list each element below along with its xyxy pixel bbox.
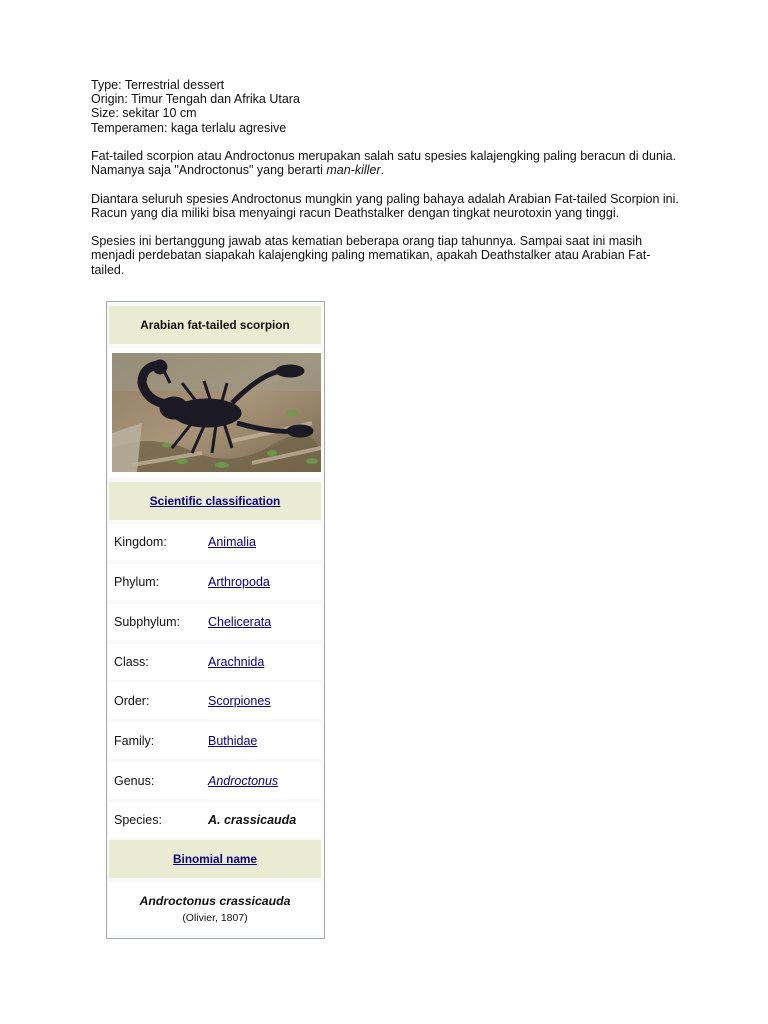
taxon-row-family [109, 723, 321, 759]
taxobox-title: Arabian fat-tailed scorpion [109, 306, 321, 344]
taxon-link-arachnida[interactable]: Arachnida [208, 655, 265, 669]
scientific-classification-link[interactable]: Scientific classification [149, 494, 281, 508]
taxon-rank: Kingdom: [114, 535, 167, 549]
binomial-name-header [109, 840, 321, 878]
paragraph-intro-end: . [380, 163, 385, 178]
paragraph-intro [91, 149, 681, 177]
taxon-row-class [109, 644, 321, 680]
species-name: A. crassicauda [208, 813, 297, 827]
scorpion-image [112, 353, 321, 472]
taxon-row-kingdom [109, 524, 321, 560]
binomial-authority: (Olivier, 1807) [182, 912, 248, 924]
taxon-row-phylum [109, 564, 321, 600]
taxon-rank: Phylum: [114, 575, 160, 589]
article-text [91, 78, 681, 291]
taxon-rank: Order: [114, 694, 150, 708]
taxon-rank: Class: [114, 655, 149, 669]
binomial-name-link[interactable]: Binomial name [173, 852, 257, 866]
scientific-classification-header [109, 482, 321, 520]
taxon-link-buthidae[interactable]: Buthidae [208, 734, 258, 748]
man-killer-term: man-killer [326, 163, 381, 178]
taxon-link-arthropoda[interactable]: Arthropoda [208, 575, 270, 589]
binomial-name: Androctonus crassicauda [139, 894, 291, 908]
taxon-link-scorpiones[interactable]: Scorpiones [208, 694, 271, 708]
taxon-link-animalia[interactable]: Animalia [208, 535, 256, 549]
meta-size: Size: sekitar 10 cm [91, 106, 197, 121]
taxon-row-genus [109, 763, 321, 799]
taxobox [106, 301, 325, 939]
taxon-rank: Genus: [114, 774, 155, 788]
meta-origin: Origin: Timur Tengah dan Afrika Utara [91, 92, 300, 107]
paragraph-deaths: Spesies ini bertanggung jawab atas kematian beberapa orang tiap tahunnya. Sampai saat ini masih menjadi perdebatan siapakah kalajengking paling mematikan, apakah Deathstalker atau Arabian Fat-tailed. [91, 234, 651, 277]
taxon-rank: Species: [114, 813, 162, 827]
meta-temperament: Temperamen: kaga terlalu agresive [91, 120, 287, 135]
species-meta [91, 78, 681, 135]
taxon-row-order [109, 683, 321, 719]
taxon-rank: Family: [114, 734, 155, 748]
taxon-link-androctonus[interactable]: Androctonus [208, 774, 279, 788]
meta-type: Type: Terrestrial dessert [91, 78, 225, 92]
taxon-row-subphylum [109, 604, 321, 640]
paragraph-danger: Diantara seluruh spesies Androctonus mungkin yang paling bahaya adalah Arabian Fat-tailed Scorpion ini. Racun yang dia miliki bisa menyaingi racun Deathstalker dengan tingkat neurotoxin yang tinggi. [91, 191, 679, 220]
taxon-row-species [109, 802, 321, 838]
scorpion-photo [109, 348, 321, 478]
taxon-link-chelicerata[interactable]: Chelicerata [208, 615, 272, 629]
paragraph-intro-text: Fat-tailed scorpion atau Androctonus merupakan salah satu spesies kalajengking paling beracun di dunia. Namanya saja "Androctonus" yang berarti [91, 149, 677, 178]
taxon-rank: Subphylum: [114, 615, 181, 629]
binomial-cell [109, 882, 321, 935]
